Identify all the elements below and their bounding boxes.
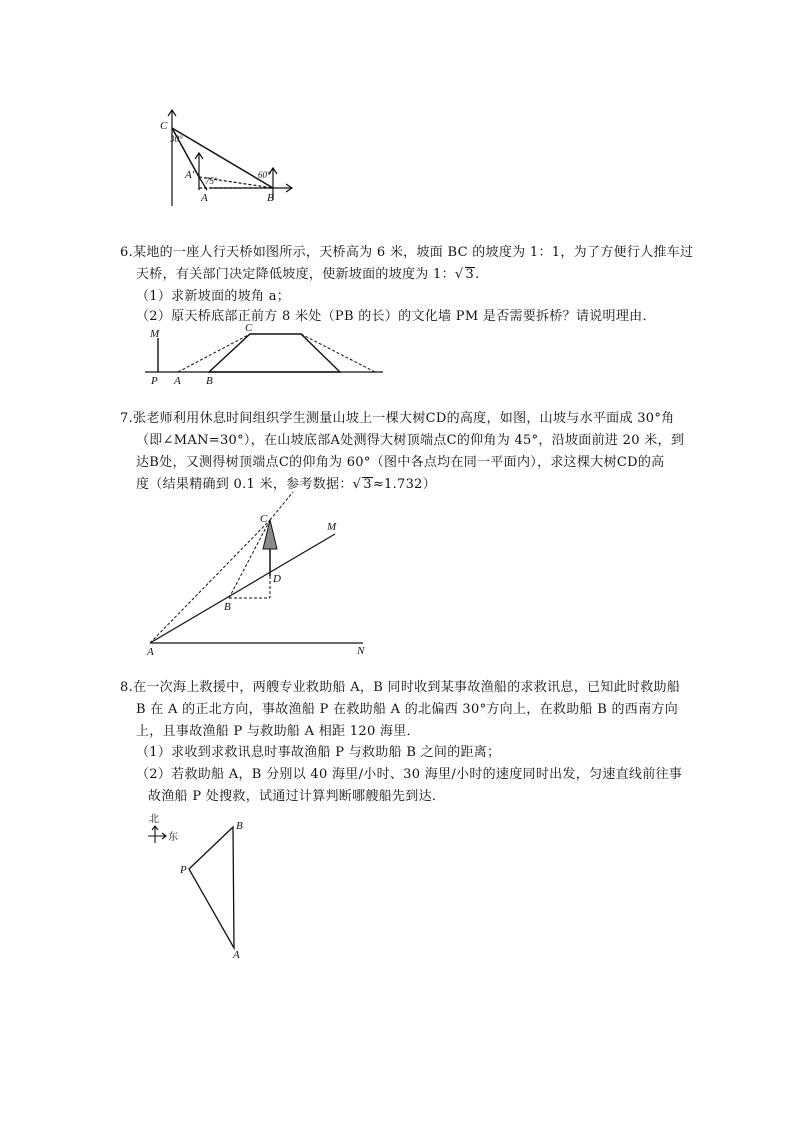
q7-label-d: D xyxy=(273,573,281,585)
q8-number: 8. xyxy=(120,680,134,695)
q7-label-m: M xyxy=(327,521,337,533)
q6-text-line2: 天桥，有关部门决定降低坡度，使新坡面的坡度为 1： xyxy=(136,267,455,282)
q6-sub1: （1）求新坡面的坡角 a； xyxy=(136,289,291,304)
q6-label-b: B xyxy=(206,375,213,387)
q7-line3: 达B处，又测得树顶端点C的仰角为 60°（图中各点均在同一平面内），求这棵大树CD的高 xyxy=(136,455,665,470)
q8-sub2-line1: （2）若救助船 A，B 分别以 40 海里/小时、30 海里/小时的速度同时出发，匀速直线前往事 xyxy=(136,767,683,782)
q6-label-p: P xyxy=(151,375,158,387)
q8-sub2-line2: 故渔船 P 处搜救，试通过计算判断哪艘船先到达． xyxy=(148,789,446,804)
q7-sqrt-value: 3 xyxy=(363,477,372,492)
q6-number: 6. xyxy=(120,245,134,260)
q8-compass-east: 东 xyxy=(168,832,178,843)
q7-label-b: B xyxy=(224,601,231,613)
q6-label-c: C xyxy=(245,322,253,334)
q8-label-p: P xyxy=(180,864,187,876)
q8-line3: 上，且事故渔船 P 与救助船 A 相距 120 海里． xyxy=(136,724,420,739)
q6-sqrt-value: 3 xyxy=(465,267,475,282)
q6-label-m: M xyxy=(150,328,160,340)
q5-label-a-prime: A' xyxy=(185,169,195,181)
sqrt-icon: √ xyxy=(352,477,362,492)
q5-angle-b: 60° xyxy=(258,170,271,180)
q7-number: 7. xyxy=(120,411,134,426)
q5-label-a: A xyxy=(201,192,208,204)
q7-label-n: N xyxy=(357,645,365,657)
q8-text-line1: 在一次海上救援中，两艘专业救助船 A，B 同时收到某事故渔船的求救讯息，已知此时救助船 xyxy=(133,680,681,695)
q6-text-line2-end: . xyxy=(475,267,480,282)
q8-label-a: A xyxy=(233,949,240,961)
q8-sub1: （1）求收到求救讯息时事故渔船 P 与救助船 B 之间的距离； xyxy=(136,745,501,760)
q7-line2: （即∠MAN=30°），在山坡底部A处测得大树顶端点C的仰角为 45°，沿坡面前进 20 米，到 xyxy=(136,433,685,448)
q5-angle-c: 30° xyxy=(170,134,183,144)
sqrt-icon: √ xyxy=(454,267,464,282)
q8-label-b: B xyxy=(236,820,243,832)
q7-text-line1: 张老师利用休息时间组织学生测量山坡上一棵大树CD的高度，如图，山坡与水平面成 30°角 xyxy=(133,411,675,426)
q5-angle-a: 75° xyxy=(205,176,218,186)
q8-compass-north: 北 xyxy=(149,814,159,825)
q6-sub2: （2）原天桥底部正前方 8 米处（PB 的长）的文化墙 PM 是否需要拆桥？请说明理由． xyxy=(136,309,656,324)
q6-label-a: A xyxy=(174,375,181,387)
q5-label-b: B xyxy=(267,192,274,204)
q7-text-line4: 度（结果精确到 0.1 米，参考数据： xyxy=(136,477,353,492)
q7-text-line4-end: ≈1.732） xyxy=(372,477,437,492)
q8-line2: B 在 A 的正北方向，事故渔船 P 在救助船 A 的北偏西 30°方向上，在救助船 B 的西南方向 xyxy=(136,702,678,717)
q5-label-c: C xyxy=(160,120,168,132)
q7-label-c: C xyxy=(260,513,268,525)
q6-text-line1: 某地的一座人行天桥如图所示，天桥高为 6 米，坡面 BC 的坡度为 1：1，为了方便行人推车过 xyxy=(133,245,694,260)
q7-label-a: A xyxy=(147,646,154,658)
